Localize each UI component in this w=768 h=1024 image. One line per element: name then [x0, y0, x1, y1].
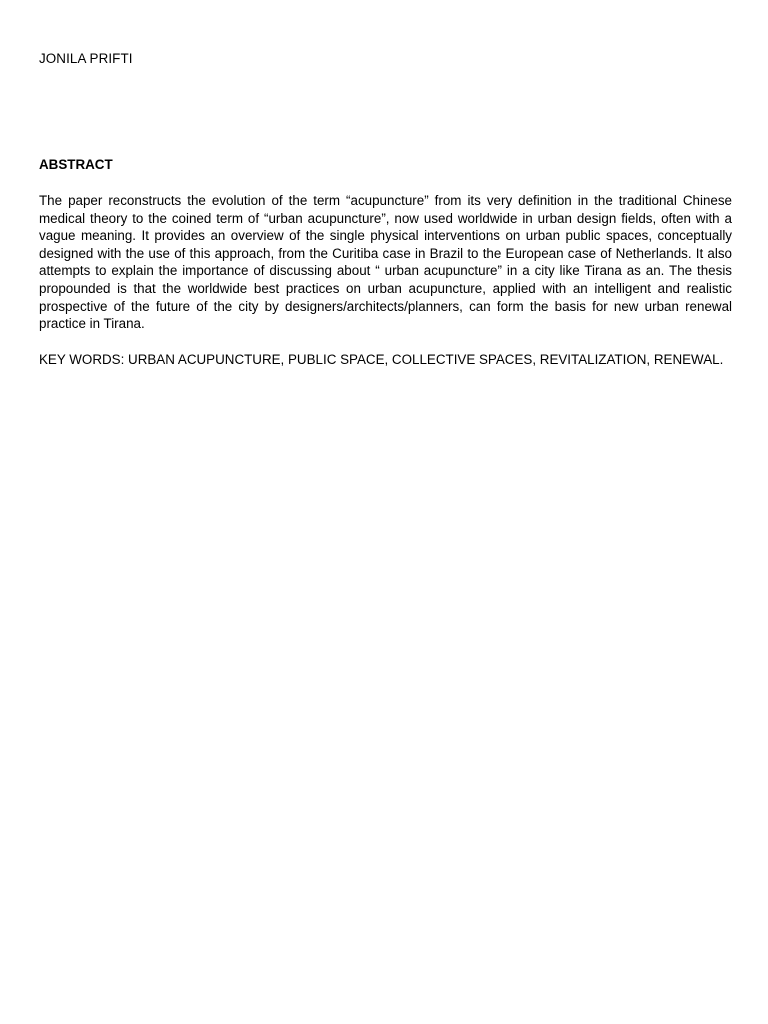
- abstract-heading: ABSTRACT: [39, 157, 113, 172]
- author-name: JONILA PRIFTI: [39, 51, 133, 66]
- abstract-paragraph: The paper reconstructs the evolution of the term “acupuncture” from its very definition in the traditional Chinese medical theory to the coined term of “urban acupuncture”, now used worldwide in urban design fields, often with a vague meaning. It provides an overview of the single physical interventions on urban public spaces, conceptually designed with the use of this approach, from the Curitiba case in Brazil to the European case of Netherlands. It also attempts to explain the importance of discussing about “ urban acupuncture” in a city like Tirana as an. The thesis propounded is that the worldwide best practices on urban acupuncture, applied with an intelligent and realistic prospective of the future of the city by designers/architects/planners, can form the basis for new urban renewal practice in Tirana.: [39, 193, 732, 332]
- keywords-paragraph: KEY WORDS: URBAN ACUPUNCTURE, PUBLIC SPACE, COLLECTIVE SPACES, REVITALIZATION, RENEWAL.: [39, 352, 724, 367]
